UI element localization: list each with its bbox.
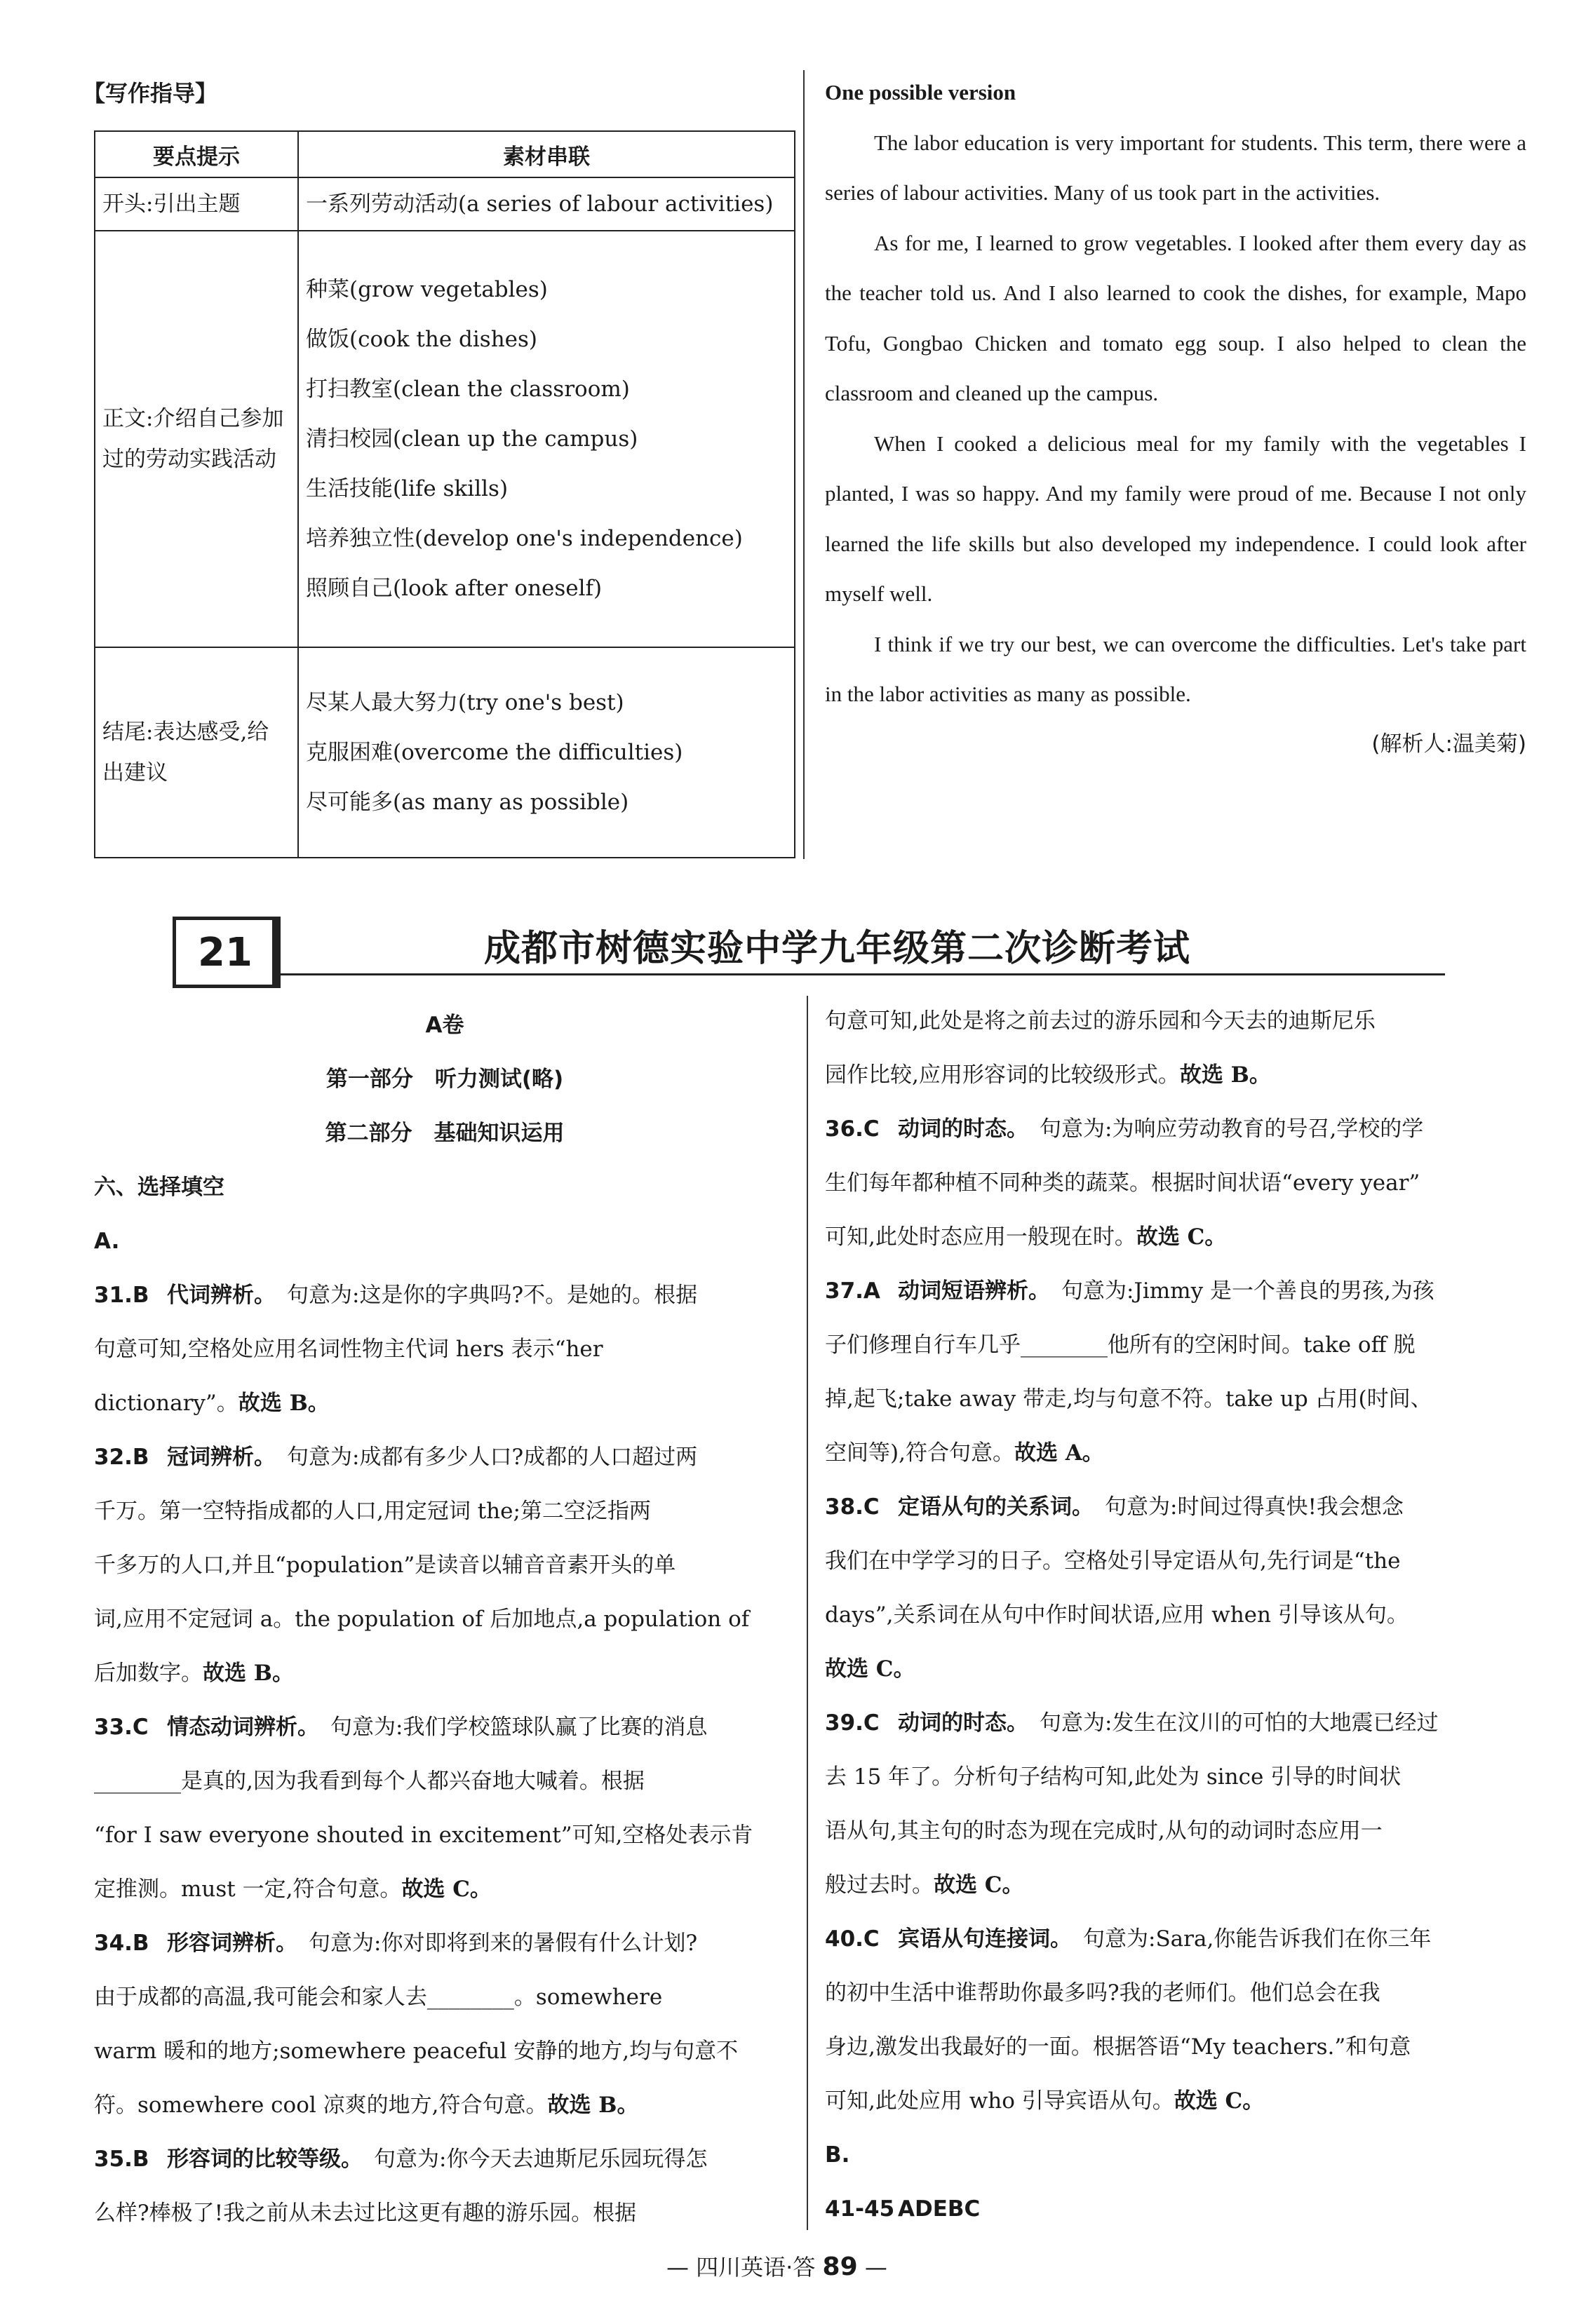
writing-guide-table [94, 130, 795, 858]
answer-text: 般过去时。 [825, 1872, 934, 1898]
answer-topic: 宾语从句连接词。 [898, 1926, 1072, 1952]
subsection-heading: A. [94, 1229, 120, 1254]
answer-choice: 故选 B。 [203, 1661, 294, 1686]
part-heading: 第一部分 听力测试(略) [325, 1067, 564, 1092]
footer-text: — 四川英语·答 [666, 2254, 816, 2281]
answer-line [94, 2187, 795, 2241]
answer-choice: 故选 B。 [1179, 1062, 1271, 1088]
answer-text: days”,关系词在从句中作时间状语,应用 when 引导该从句。 [825, 1602, 1409, 1628]
section-heading: 六、选择填空 [94, 1175, 224, 1200]
table-row [95, 231, 795, 647]
essay-paragraph: I think if we try our best, we can overcome the difficulties. Let's take part in the labor activities as many as possible. [825, 631, 1526, 706]
answer-text: 句意可知,此处是将之前去过的游乐园和今天去的迪斯尼乐 [825, 1008, 1376, 1034]
answer-line [825, 1210, 1526, 1264]
material-item: 种菜(grow vegetables) [306, 276, 548, 302]
answer-text: 符。somewhere cool 凉爽的地方,符合句意。 [94, 2093, 548, 2118]
answer-text: 句意为:我们学校篮球队赢了比赛的消息 [330, 1715, 708, 1740]
question-number: 35.B [94, 2147, 149, 2172]
answer-line [825, 1102, 1526, 1156]
answer-line [825, 1534, 1526, 1588]
answer-topic: 动词的时态。 [898, 1116, 1028, 1142]
answer-line [825, 2074, 1526, 2128]
question-number: 34.B [94, 1931, 149, 1956]
answer-line [94, 1485, 795, 1539]
material-item: 打扫教室(clean the classroom) [306, 376, 630, 402]
question-number: 39.C [825, 1710, 880, 1736]
answer-text: 子们修理自行车几乎________他所有的空闲时间。take off 脱 [825, 1332, 1416, 1358]
answer-line [94, 1539, 795, 1593]
answer-line [825, 1642, 1526, 1696]
footer-dash: — [864, 2254, 887, 2281]
answer-text: 句意为:你今天去迪斯尼乐园玩得怎 [374, 2147, 708, 2172]
answer-text: ________是真的,因为我看到每个人都兴奋地大喊着。根据 [94, 1769, 645, 1794]
page-number: 89 [822, 2252, 858, 2281]
answer-choice: 故选 C。 [1174, 2088, 1265, 2114]
essay-paragraph: As for me, I learned to grow vegetables. I looked after them every day as the teacher told us. And I also learned to cook the dishes, for example, Mapo Tofu, Gongbao Chicken and tomato egg soup. I also helped to clean the classroom and cleaned up the campus. [825, 230, 1526, 405]
answer-text: B. [825, 2142, 850, 2168]
answer-text: 语从句,其主句的时态为现在完成时,从句的动词时态应用一 [825, 1818, 1383, 1844]
answer-lines [825, 994, 1526, 2236]
answer-text: 后加数字。 [94, 1661, 203, 1686]
answer-text: 可知,此处应用 who 引导宾语从句。 [825, 2088, 1174, 2114]
answer-text: 千多万的人口,并且“population”是读音以辅音音素开头的单 [94, 1553, 676, 1578]
column-divider [803, 70, 805, 859]
part-heading: 第二部分 基础知识运用 [325, 1121, 565, 1146]
answer-choice: 故选 C。 [825, 1656, 915, 1682]
answer-text: 句意为:这是你的字典吗?不。是她的。根据 [287, 1283, 698, 1308]
banner-rule [281, 973, 1445, 975]
question-number: 32.B [94, 1445, 149, 1470]
answer-topic: 情态动词辨析。 [167, 1715, 319, 1740]
answer-line [825, 1858, 1526, 1912]
answer-text: 千万。第一空特指成都的人口,用定冠词 the;第二空泛指两 [94, 1499, 651, 1524]
essay-heading: One possible version [825, 80, 1016, 104]
question-number: 36.C [825, 1116, 880, 1142]
question-number: 38.C [825, 1494, 880, 1520]
material-item: 培养独立性(develop one's independence) [306, 525, 743, 551]
material-item: 照顾自己(look after oneself) [306, 575, 603, 601]
answer-line [825, 1156, 1526, 1210]
answer-line [94, 1431, 795, 1485]
point-cell: 开头:引出主题 [95, 177, 298, 231]
answer-text: 掉,起飞;take away 带走,均与句意不符。take up 占用(时间、 [825, 1386, 1432, 1412]
answers-left-column [94, 999, 795, 2241]
answer-line [94, 1593, 795, 1647]
answer-line [825, 1966, 1526, 2020]
answer-line [94, 1863, 795, 1917]
answer-line [825, 1372, 1526, 1426]
answer-line [825, 1264, 1526, 1318]
answer-line [825, 1804, 1526, 1858]
answer-text: 句意为:Sara,你能告诉我们在你三年 [1083, 1926, 1432, 1952]
answer-line [94, 1971, 795, 2025]
model-essay [825, 67, 1526, 769]
answer-text: 去 15 年了。分析句子结构可知,此处为 since 引导的时间状 [825, 1764, 1402, 1790]
answer-line [825, 1912, 1526, 1966]
answer-line [825, 1480, 1526, 1534]
answer-topic: 形容词的比较等级。 [167, 2147, 363, 2172]
answer-line [825, 1426, 1526, 1480]
table-row [95, 177, 795, 231]
answer-choice: 故选 C。 [1136, 1224, 1227, 1250]
exam-title: 成都市树德实验中学九年级第二次诊断考试 [484, 928, 1191, 970]
table-row [95, 647, 795, 858]
answer-line [825, 994, 1526, 1048]
question-number: 31.B [94, 1283, 149, 1308]
answer-line [825, 1048, 1526, 1102]
answer-line [825, 2128, 1526, 2182]
essay-paragraph: When I cooked a delicious meal for my family with the vegetables I planted, I was so happy. And my family were proud of me. Because I not only learned the life skills but also developed my independence. I could look after myself well. [825, 431, 1526, 606]
material-item: 清扫校园(clean up the campus) [306, 426, 638, 452]
volume-heading: A卷 [425, 1013, 464, 1038]
table-header: 要点提示 [95, 131, 298, 177]
point-cell: 结尾:表达感受,给出建议 [95, 647, 298, 858]
material-item: 一系列劳动活动(a series of labour activities) [306, 191, 774, 217]
answer-topic: 代词辨析。 [167, 1283, 276, 1308]
answer-text: 句意为:时间过得真快!我会想念 [1105, 1494, 1404, 1520]
answer-text: 词,应用不定冠词 a。the population of 后加地点,a population of [94, 1607, 750, 1632]
answer-choice: 故选 C。 [934, 1872, 1024, 1898]
answer-line [94, 1269, 795, 1323]
answer-line [94, 1917, 795, 1971]
answer-text: 句意为:你对即将到来的暑假有什么计划? [309, 1931, 698, 1956]
answer-line [94, 1377, 795, 1431]
writing-guide-label: 【写作指导】 [83, 80, 218, 107]
page-footer [666, 2250, 887, 2282]
point-cell: 正文:介绍自己参加过的劳动实践活动 [95, 231, 298, 647]
answer-topic: 形容词辨析。 [167, 1931, 297, 1956]
answer-line [94, 1701, 795, 1755]
material-item: 生活技能(life skills) [306, 475, 509, 501]
answer-text: 由于成都的高温,我可能会和家人去________。somewhere [94, 1985, 663, 2010]
question-number: 37.A [825, 1278, 880, 1304]
answer-text: “for I saw everyone shouted in excitement”可知,空格处表示肯 [94, 1823, 753, 1848]
question-number: 33.C [94, 1715, 149, 1740]
materials-cell [298, 231, 795, 647]
answer-text: 我们在中学学习的日子。空格处引导定语从句,先行词是“the [825, 1548, 1401, 1574]
answer-choice: 故选 A。 [1014, 1440, 1104, 1466]
answer-text: 句意为:成都有多少人口?成都的人口超过两 [287, 1445, 698, 1470]
answer-choice: 故选 B。 [238, 1391, 330, 1416]
banner-bar [272, 917, 281, 988]
answer-line [94, 1323, 795, 1377]
material-item: 做饭(cook the dishes) [306, 326, 538, 352]
materials-cell [298, 177, 795, 231]
answers-right-column [825, 994, 1526, 2236]
table-header: 素材串联 [298, 131, 795, 177]
answer-topic: ADEBC [898, 2196, 981, 2222]
answer-text: warm 暖和的地方;somewhere peaceful 安静的地方,均与句意不 [94, 2039, 739, 2064]
answer-topic: 动词短语辨析。 [898, 1278, 1050, 1304]
answer-line [94, 2079, 795, 2133]
question-number: 40.C [825, 1926, 880, 1952]
question-number: 41-45 [825, 2196, 895, 2222]
answer-text: 生们每年都种植不同种类的蔬菜。根据时间状语“every year” [825, 1170, 1420, 1196]
answer-topic: 冠词辨析。 [167, 1445, 276, 1470]
answer-choice: 故选 C。 [401, 1877, 492, 1902]
answer-line [94, 1755, 795, 1809]
answer-text: 的初中生活中谁帮助你最多吗?我的老师们。他们总会在我 [825, 1980, 1380, 2006]
answer-text: dictionary”。 [94, 1391, 238, 1416]
answer-line [825, 1588, 1526, 1642]
answer-text: 句意为:Jimmy 是一个善良的男孩,为孩 [1061, 1278, 1434, 1304]
answer-topic: 动词的时态。 [898, 1710, 1028, 1736]
answer-line [825, 1750, 1526, 1804]
answer-line [825, 1696, 1526, 1750]
answer-text: 定推测。must 一定,符合句意。 [94, 1877, 402, 1902]
answer-text: 身边,激发出我最好的一面。根据答语“My teachers.”和句意 [825, 2034, 1411, 2060]
answer-line [94, 2025, 795, 2079]
answer-text: 句意为:发生在汶川的可怕的大地震已经过 [1040, 1710, 1439, 1736]
answer-text: 空间等),符合句意。 [825, 1440, 1014, 1466]
material-item: 尽可能多(as many as possible) [306, 789, 629, 815]
answer-text: 句意为:为响应劳动教育的号召,学校的学 [1040, 1116, 1424, 1142]
answer-text: 可知,此处时态应用一般现在时。 [825, 1224, 1136, 1250]
essay-paragraph: The labor education is very important for students. This term, there were a series of labour activities. Many of us took part in the activities. [825, 130, 1526, 205]
exam-number: 21 [173, 917, 278, 988]
analyst-credit: (解析人:温美菊) [1371, 731, 1526, 757]
answer-line [825, 2182, 1526, 2236]
column-divider [807, 996, 808, 2230]
answer-lines [94, 1269, 795, 2241]
material-item: 尽某人最大努力(try one's best) [306, 689, 624, 715]
answer-line [825, 1318, 1526, 1372]
answer-line [94, 1809, 795, 1863]
answer-line [94, 1647, 795, 1701]
table-header-row [95, 131, 795, 177]
answer-line [94, 2133, 795, 2187]
answer-text: 么样?棒极了!我之前从未去过比这更有趣的游乐园。根据 [94, 2201, 637, 2226]
answer-line [825, 2020, 1526, 2074]
answer-text: 句意可知,空格处应用名词性物主代词 hers 表示“her [94, 1337, 603, 1362]
material-item: 克服困难(overcome the difficulties) [306, 739, 683, 765]
answer-topic: 定语从句的关系词。 [898, 1494, 1094, 1520]
answer-choice: 故选 B。 [547, 2093, 639, 2118]
answer-text: 园作比较,应用形容词的比较级形式。 [825, 1062, 1180, 1088]
materials-cell [298, 647, 795, 858]
